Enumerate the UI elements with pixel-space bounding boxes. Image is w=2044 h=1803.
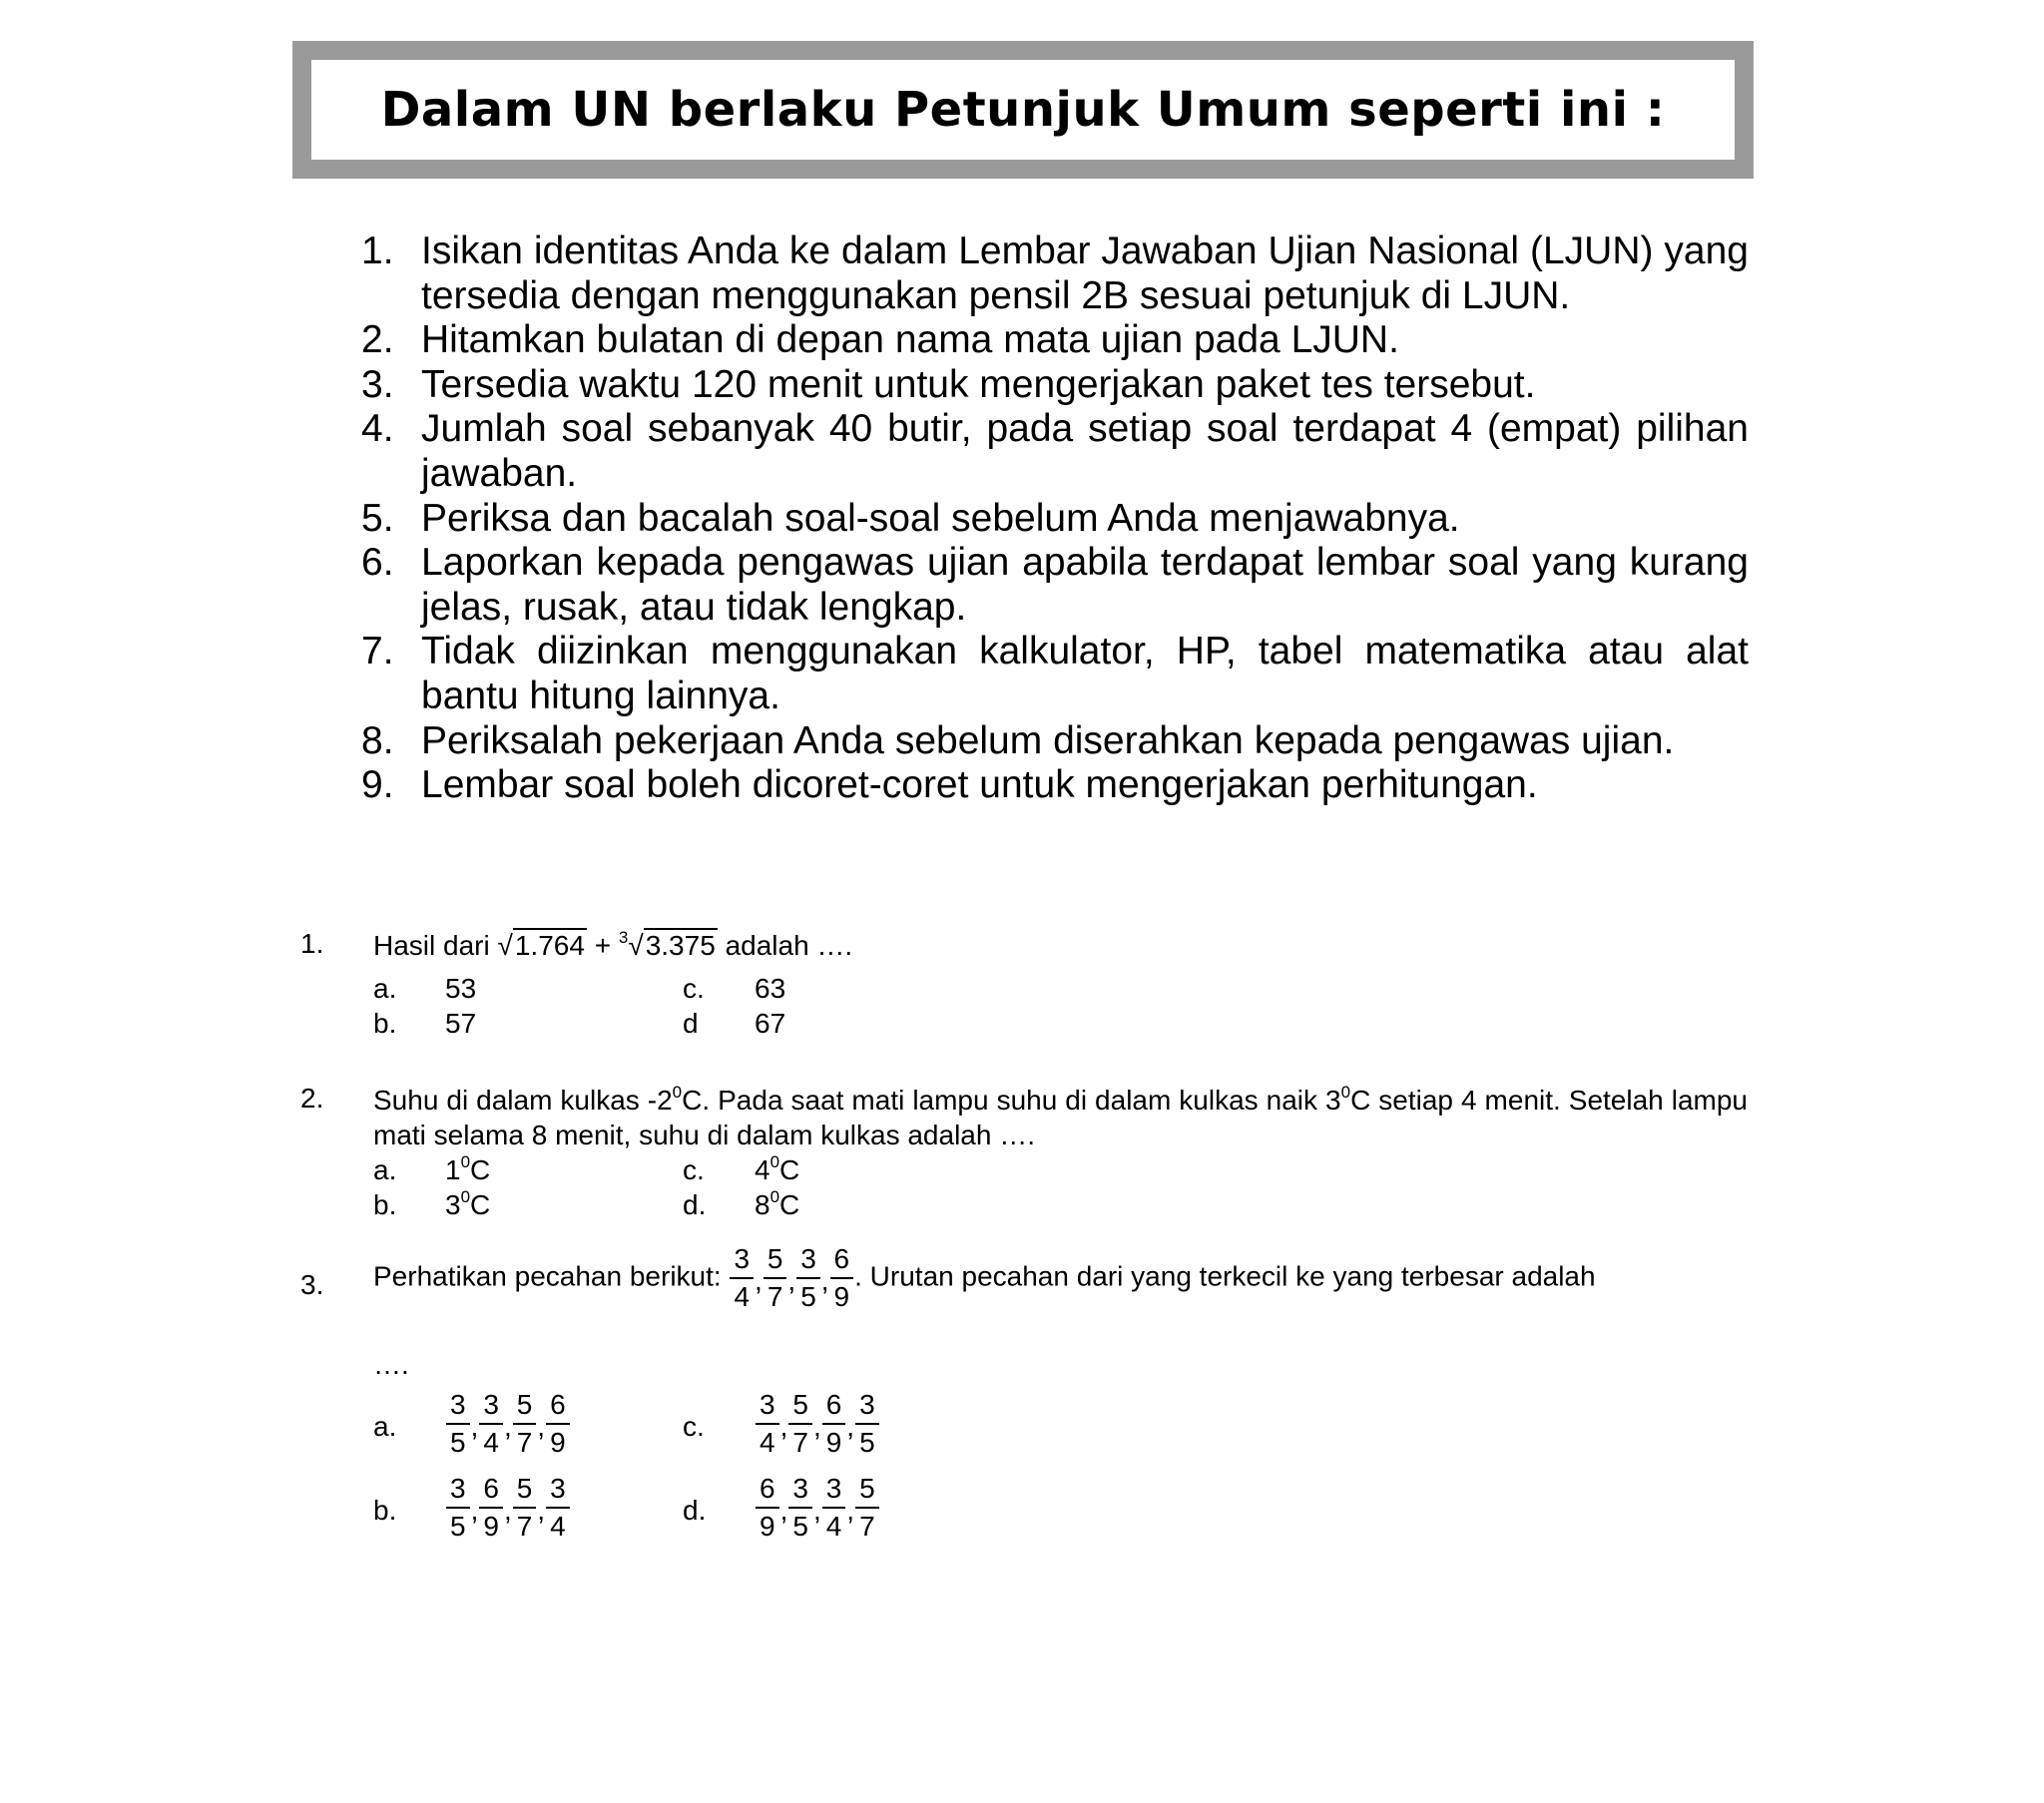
fraction-separator: , bbox=[779, 1411, 788, 1442]
instruction-text: Periksa dan bacalah soal-soal sebelum Anda menjawabnya. bbox=[421, 496, 1460, 540]
fraction-numerator: 5 bbox=[513, 1387, 537, 1425]
fraction-numerator: 6 bbox=[830, 1241, 854, 1279]
question-2-stem bbox=[373, 1083, 1748, 1152]
question-3-suffix: . Urutan pecahan dari yang terkecil ke yang terbesar adalah bbox=[854, 1260, 1596, 1292]
question-2-text-3: C setiap 4 menit. Setelah lampu mati selama 8 menit, suhu di dalam kulkas adalah …. bbox=[373, 1085, 1748, 1150]
fraction bbox=[756, 1387, 779, 1461]
instruction-number: 6. bbox=[361, 541, 394, 585]
fraction-numerator: 6 bbox=[822, 1387, 846, 1425]
instruction-item bbox=[361, 763, 1749, 808]
instruction-number: 1. bbox=[361, 229, 394, 272]
fraction-numerator: 5 bbox=[788, 1387, 812, 1425]
fraction-numerator: 3 bbox=[446, 1471, 470, 1509]
option-fractions bbox=[755, 1471, 880, 1545]
cbrt-radicand: 3.375 bbox=[645, 930, 716, 961]
option-value: 67 bbox=[755, 1008, 786, 1039]
instruction-item bbox=[361, 318, 1749, 363]
fraction bbox=[764, 1241, 787, 1315]
fraction-denominator: 4 bbox=[825, 1511, 842, 1542]
question-3-prefix: Perhatikan pecahan berikut: bbox=[373, 1260, 722, 1292]
fraction bbox=[756, 1471, 779, 1545]
option-letter: c. bbox=[683, 1154, 705, 1185]
option-letter: d. bbox=[683, 1495, 707, 1526]
option-letter: b. bbox=[373, 1495, 397, 1526]
question-3-stem bbox=[373, 1241, 1748, 1315]
fraction bbox=[855, 1471, 879, 1545]
instruction-text: Tidak diizinkan menggunakan kalkulator, HP, tabel matematika atau alat bantu hitung lainnya. bbox=[421, 630, 1749, 717]
fraction-denominator: 7 bbox=[792, 1427, 808, 1458]
instruction-text: Laporkan kepada pengawas ujian apabila terdapat lembar soal yang kurang jelas, rusak, atau tidak lengkap. bbox=[421, 541, 1749, 629]
fraction-separator: , bbox=[812, 1411, 821, 1442]
option-fractions bbox=[755, 1387, 880, 1461]
cbrt-index: 3 bbox=[618, 928, 629, 947]
sqrt-radicand: 1.764 bbox=[514, 930, 585, 961]
instruction-number: 2. bbox=[361, 318, 394, 362]
question-number: 3. bbox=[300, 1269, 324, 1300]
instruction-item bbox=[361, 363, 1749, 408]
fraction-denominator: 9 bbox=[833, 1281, 850, 1312]
fraction-denominator: 7 bbox=[516, 1511, 533, 1542]
option-letter: a. bbox=[373, 1154, 397, 1185]
fraction bbox=[830, 1241, 854, 1315]
option-value: 57 bbox=[445, 1008, 477, 1039]
instruction-text: Hitamkan bulatan di depan nama mata ujian pada LJUN. bbox=[421, 318, 1399, 362]
fraction-denominator: 9 bbox=[825, 1427, 842, 1458]
instruction-number: 3. bbox=[361, 362, 394, 406]
instruction-number: 8. bbox=[361, 718, 394, 762]
fraction bbox=[446, 1471, 470, 1545]
instruction-item bbox=[361, 630, 1749, 718]
fraction-denominator: 5 bbox=[450, 1427, 466, 1458]
fraction bbox=[788, 1387, 812, 1461]
title-frame bbox=[292, 41, 1754, 179]
question-1-suffix: adalah …. bbox=[725, 930, 853, 961]
fraction-separator: , bbox=[812, 1495, 821, 1526]
fraction-denominator: 9 bbox=[483, 1511, 499, 1542]
instruction-item bbox=[361, 407, 1749, 496]
fraction-numerator: 3 bbox=[446, 1387, 470, 1425]
option-letter: b. bbox=[373, 1189, 397, 1220]
option-letter: d. bbox=[683, 1189, 707, 1220]
question-number: 2. bbox=[300, 1083, 324, 1114]
fraction bbox=[513, 1387, 537, 1461]
fraction-numerator: 3 bbox=[822, 1471, 846, 1509]
question-3-ellipsis: …. bbox=[373, 1349, 409, 1380]
instruction-item bbox=[361, 541, 1749, 630]
fraction bbox=[479, 1471, 503, 1545]
instruction-number: 7. bbox=[361, 630, 394, 674]
fraction-denominator: 7 bbox=[766, 1281, 783, 1312]
instruction-text: Tersedia waktu 120 menit untuk mengerjakan paket tes tersebut. bbox=[421, 362, 1536, 406]
fraction bbox=[479, 1387, 503, 1461]
option-letter: a. bbox=[373, 1411, 397, 1442]
fraction-separator: , bbox=[846, 1411, 855, 1442]
fraction-separator: , bbox=[820, 1265, 829, 1296]
fraction-denominator: 9 bbox=[760, 1511, 775, 1542]
fraction-separator: , bbox=[779, 1495, 788, 1526]
fraction bbox=[822, 1387, 846, 1461]
option-value: 63 bbox=[755, 973, 786, 1004]
degree-sup: 0 bbox=[672, 1083, 683, 1102]
question-1-prefix: Hasil dari bbox=[373, 930, 490, 961]
fraction-separator: , bbox=[755, 1265, 763, 1296]
fraction-numerator: 5 bbox=[513, 1471, 537, 1509]
option-letter: d bbox=[683, 1008, 699, 1039]
fraction bbox=[513, 1471, 537, 1545]
question-3-fractions bbox=[729, 1243, 854, 1312]
fraction-separator: , bbox=[503, 1495, 512, 1526]
option-value: $3^0C$ bbox=[445, 1187, 491, 1220]
option-letter: b. bbox=[373, 1008, 397, 1039]
question-2-text-1: Suhu di dalam kulkas -2 bbox=[373, 1085, 673, 1116]
fraction bbox=[546, 1471, 570, 1545]
fraction-denominator: 5 bbox=[792, 1511, 808, 1542]
option-value: $4^0C$ bbox=[755, 1152, 800, 1185]
fraction-separator: , bbox=[537, 1495, 546, 1526]
instruction-item bbox=[361, 719, 1749, 764]
instruction-item bbox=[361, 229, 1749, 318]
sqrt-expression: √1.764 bbox=[497, 930, 585, 961]
instruction-text: Periksalah pekerjaan Anda sebelum diserahkan kepada pengawas ujian. bbox=[421, 718, 1675, 762]
fraction-separator: , bbox=[537, 1411, 546, 1442]
fraction-separator: , bbox=[470, 1411, 479, 1442]
fraction-numerator: 3 bbox=[546, 1471, 570, 1509]
instruction-item bbox=[361, 497, 1749, 542]
fraction-denominator: 4 bbox=[760, 1427, 775, 1458]
fraction bbox=[546, 1387, 570, 1461]
fraction bbox=[730, 1241, 754, 1315]
fraction bbox=[855, 1387, 879, 1461]
instruction-text: Lembar soal boleh dicoret-coret untuk mengerjakan perhitungan. bbox=[421, 763, 1538, 807]
title-panel bbox=[311, 60, 1735, 160]
fraction-denominator: 4 bbox=[550, 1511, 566, 1542]
fraction-numerator: 3 bbox=[855, 1387, 879, 1425]
instructions-list bbox=[361, 229, 1749, 808]
fraction-numerator: 5 bbox=[764, 1241, 787, 1279]
option-value: $8^0C$ bbox=[755, 1187, 800, 1220]
fraction bbox=[788, 1471, 812, 1545]
fraction-numerator: 5 bbox=[855, 1471, 879, 1509]
option-fractions bbox=[445, 1387, 571, 1461]
plus-sign: + bbox=[594, 930, 612, 961]
fraction-denominator: 5 bbox=[450, 1511, 466, 1542]
fraction bbox=[822, 1471, 846, 1545]
instruction-text: Isikan identitas Anda ke dalam Lembar Jawaban Ujian Nasional (LJUN) yang tersedia dengan menggunakan pensil 2B sesuai petunjuk di LJUN. bbox=[421, 229, 1749, 317]
fraction-separator: , bbox=[470, 1495, 479, 1526]
option-fractions bbox=[445, 1471, 571, 1545]
option-letter: c. bbox=[683, 973, 705, 1004]
fraction-denominator: 4 bbox=[734, 1281, 751, 1312]
instruction-text: Jumlah soal sebanyak 40 butir, pada setiap soal terdapat 4 (empat) pilihan jawaban. bbox=[421, 407, 1749, 495]
cbrt-expression: $^3$√3.375 bbox=[618, 928, 716, 961]
option-value: $1^0C$ bbox=[445, 1152, 491, 1185]
fraction-numerator: 3 bbox=[730, 1241, 754, 1279]
option-letter: a. bbox=[373, 973, 397, 1004]
fraction-numerator: 6 bbox=[479, 1471, 503, 1509]
fraction-numerator: 3 bbox=[756, 1387, 779, 1425]
fraction-denominator: 5 bbox=[859, 1427, 875, 1458]
page-title: Dalam UN berlaku Petunjuk Umum seperti ini : bbox=[380, 82, 1666, 138]
question-1-stem bbox=[373, 928, 1748, 963]
fraction-denominator: 5 bbox=[800, 1281, 816, 1312]
fraction bbox=[446, 1387, 470, 1461]
fraction-denominator: 7 bbox=[859, 1511, 875, 1542]
degree-sup: 0 bbox=[1340, 1083, 1351, 1102]
question-number: 1. bbox=[300, 928, 324, 959]
fraction-separator: , bbox=[846, 1495, 855, 1526]
instruction-number: 4. bbox=[361, 407, 394, 451]
fraction-separator: , bbox=[503, 1411, 512, 1442]
fraction-numerator: 3 bbox=[788, 1471, 812, 1509]
fraction-numerator: 3 bbox=[479, 1387, 503, 1425]
fraction-numerator: 6 bbox=[756, 1471, 779, 1509]
fraction-separator: , bbox=[787, 1265, 796, 1296]
option-value: 53 bbox=[445, 973, 477, 1004]
option-letter: c. bbox=[683, 1411, 705, 1442]
question-2-text-2: C. Pada saat mati lampu suhu di dalam kulkas naik 3 bbox=[682, 1085, 1341, 1116]
fraction-denominator: 7 bbox=[516, 1427, 533, 1458]
fraction-numerator: 6 bbox=[546, 1387, 570, 1425]
instruction-number: 5. bbox=[361, 496, 394, 540]
fraction-denominator: 9 bbox=[550, 1427, 566, 1458]
instruction-number: 9. bbox=[361, 763, 394, 807]
fraction bbox=[796, 1241, 820, 1315]
fraction-denominator: 4 bbox=[483, 1427, 499, 1458]
fraction-numerator: 3 bbox=[796, 1241, 820, 1279]
